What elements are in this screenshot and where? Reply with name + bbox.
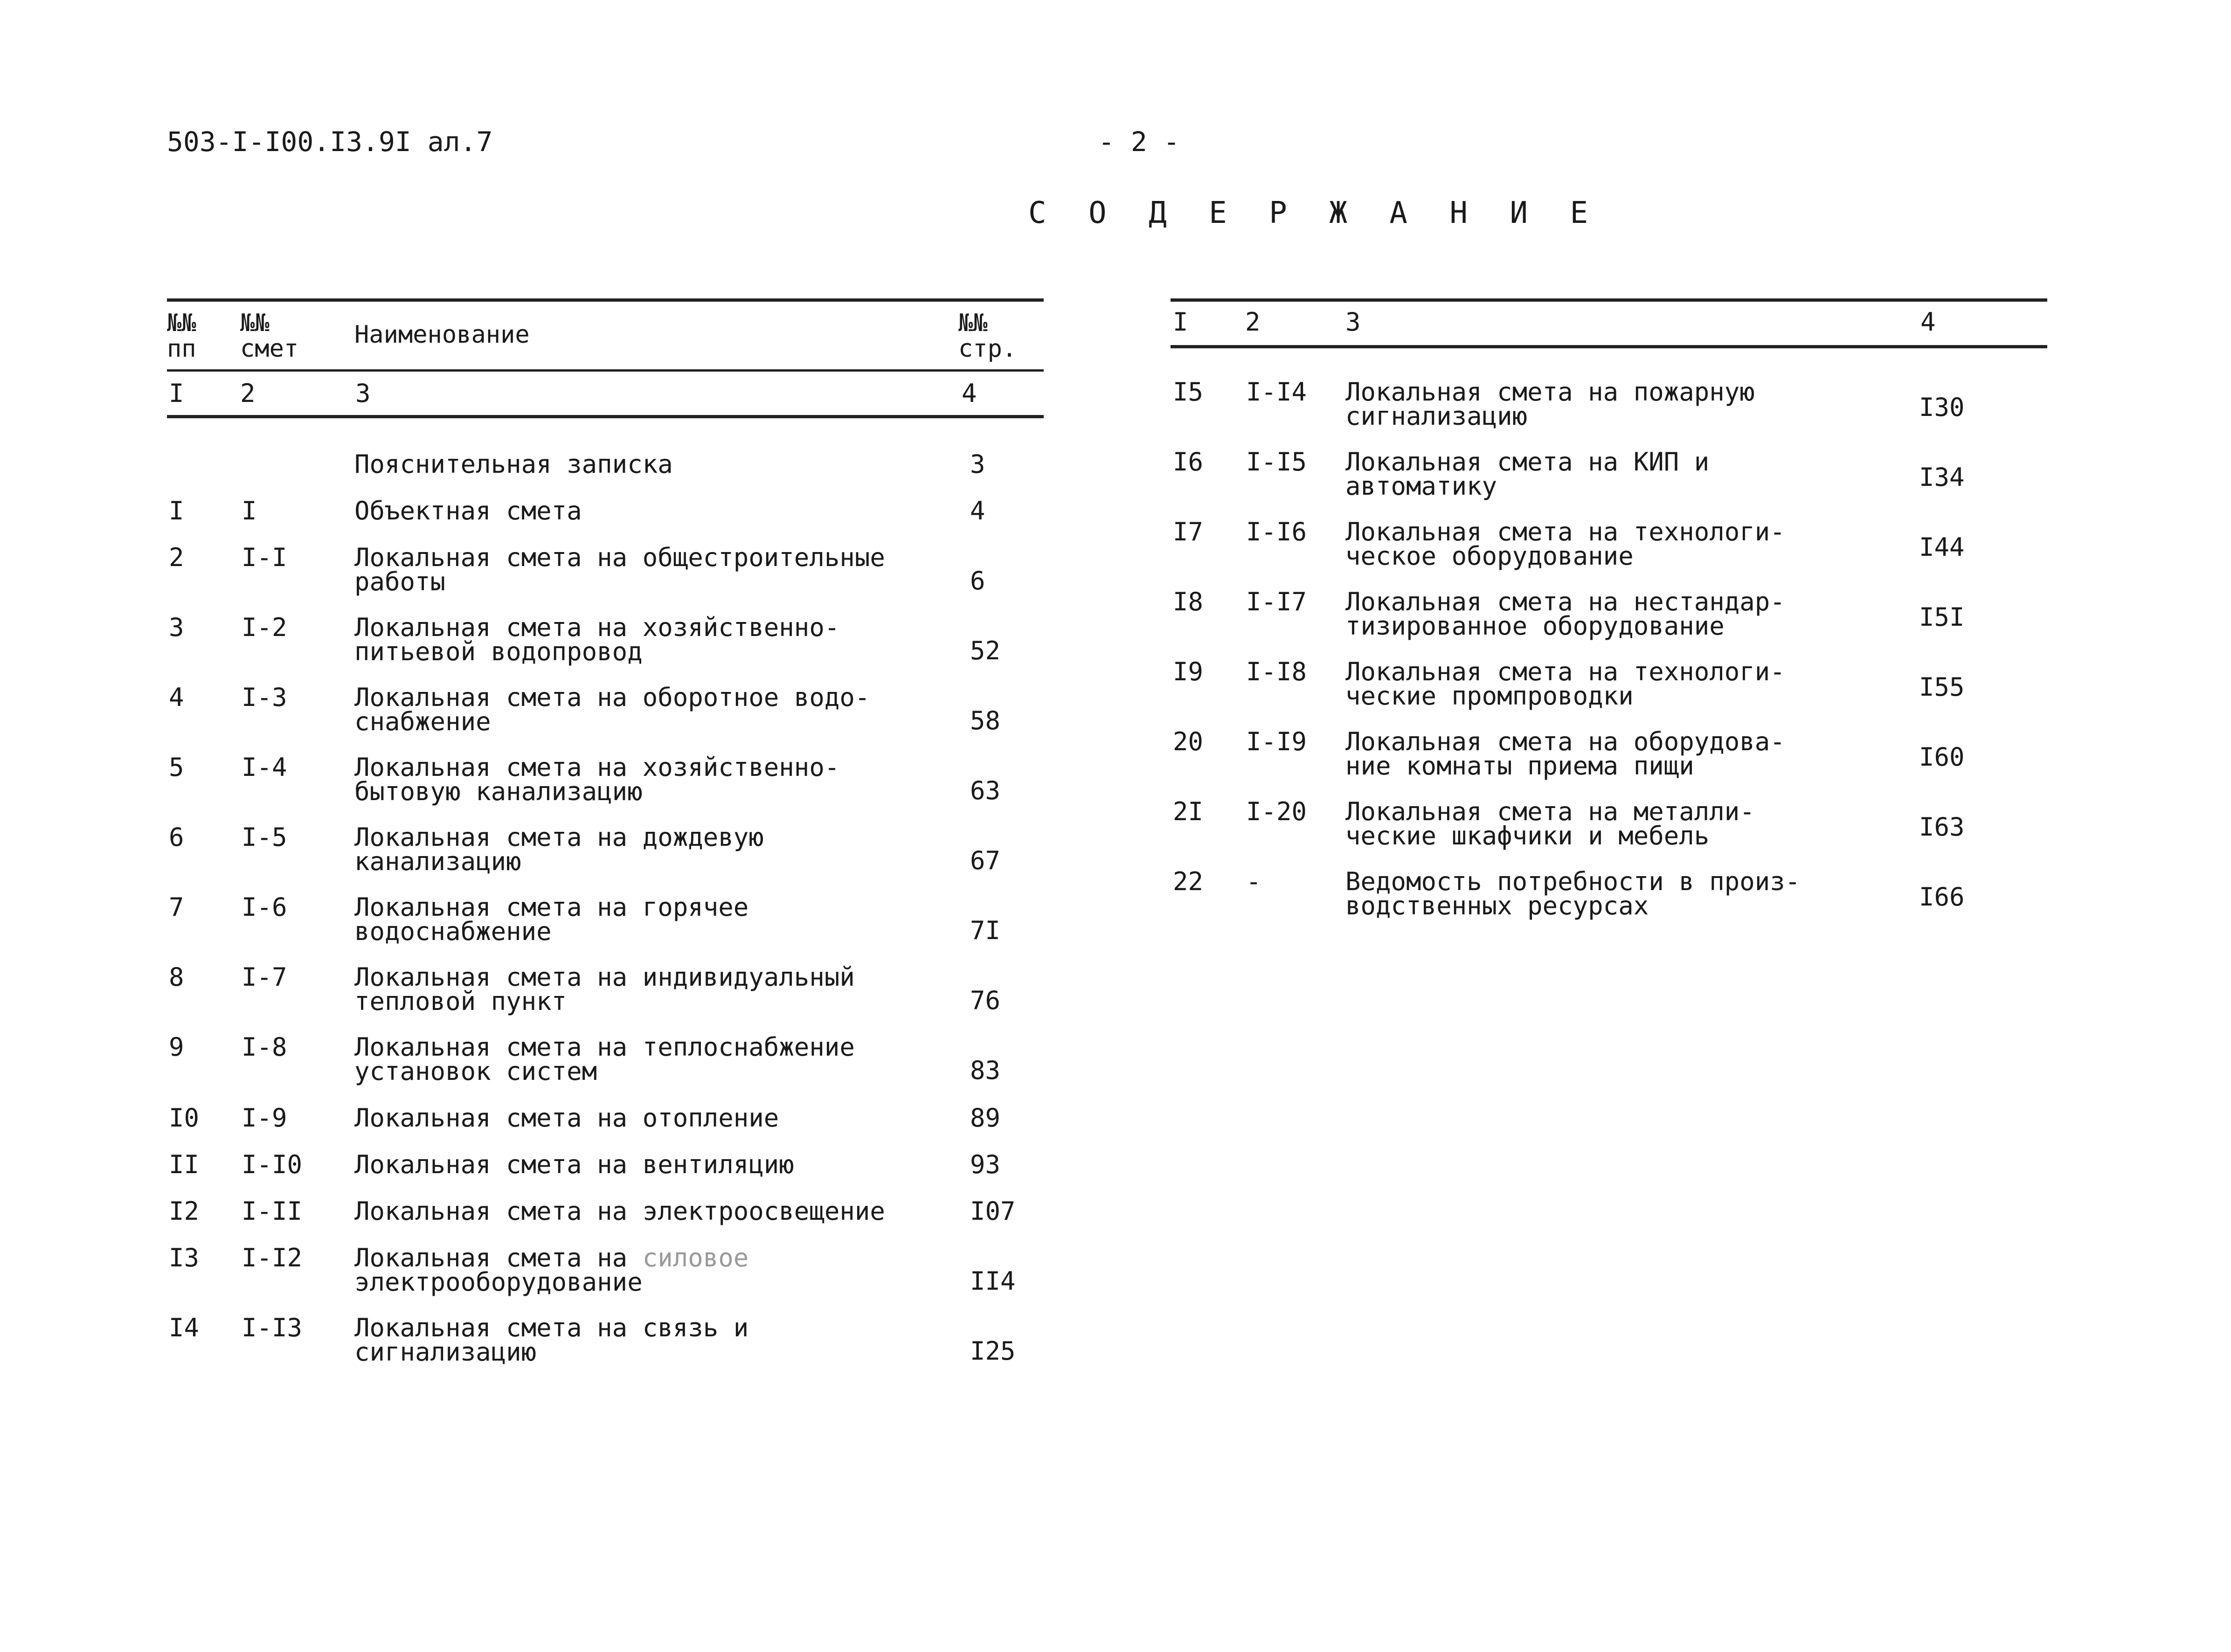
row-name-line1: Локальная смета на общестроительные [354,543,885,572]
row-name-line2: установок систем [354,1057,597,1086]
right-colnum-3: 3 [1345,307,1361,337]
row-name-line1: Локальная смета на оборудова- [1345,727,1785,756]
row-number: I4 [169,1313,200,1342]
row-number: 4 [169,683,184,712]
left-header-col2-line1: №№ [240,309,270,337]
row-estimate: I-I8 [1246,657,1307,686]
row-name-line1 [354,1243,749,1272]
row-page: I5I [1919,602,1965,632]
row-page: I25 [970,1336,1016,1366]
left-table-top-rule [167,298,1044,302]
left-colnum-1: I [169,379,184,408]
row-number: I [169,496,184,525]
row-estimate: I-2 [242,613,287,642]
row-name-line2: сигнализацию [1345,401,1528,431]
right-colnum-rule [1171,345,2047,348]
row-number: I3 [169,1243,200,1272]
row-name-line2: работы [354,567,446,596]
page-title: С О Д Е Р Ж А Н И Е [1028,196,1600,230]
row-page: 93 [970,1150,1001,1179]
row-page: 6 [970,566,985,595]
left-header-col4-line1: №№ [958,309,988,337]
row-estimate: I-9 [242,1103,287,1133]
row-number: 3 [169,613,184,642]
row-number: I8 [1173,587,1204,616]
row-name-line1: Локальная смета на связь и [354,1313,749,1342]
row-name-line1-text: Локальная смета на [354,1243,628,1272]
left-colnum-4: 4 [962,379,977,408]
row-number: 7 [169,892,184,922]
row-page: 63 [970,776,1001,805]
row-name-line1-faint: силовое [642,1243,749,1272]
row-name-line2: ние комнаты приема пищи [1345,751,1694,781]
row-name-line1: Локальная смета на нестандар- [1345,587,1785,616]
row-estimate: I-4 [242,753,287,782]
row-page: I34 [1919,463,1965,492]
row-name-line1: Локальная смета на горячее [354,892,749,922]
row-estimate: I-II [242,1196,303,1226]
row-number: I5 [1173,377,1204,407]
left-header-col3: Наименование [354,321,530,349]
left-colnum-3: 3 [355,379,371,408]
right-colnum-1: I [1173,307,1188,337]
row-number: I7 [1173,517,1204,546]
row-number: II [169,1150,200,1179]
row-estimate: I-I2 [242,1243,303,1272]
row-page: I44 [1919,532,1965,562]
row-page: I63 [1919,812,1965,842]
row-name-line2: тизированное оборудование [1345,611,1725,641]
row-name: Локальная смета на электроосвещение [354,1196,885,1226]
row-name-line2: снабжение [354,707,491,736]
row-page: I07 [970,1196,1016,1226]
row-name-line1: Локальная смета на оборотное водо- [354,683,870,712]
row-number: 5 [169,753,184,782]
row-name-line2: ческие промпроводки [1345,681,1634,711]
right-table-top-rule [1171,298,2047,302]
row-page: 89 [970,1103,1001,1133]
row-page: 52 [970,636,1001,665]
row-estimate: I-I [242,543,287,572]
row-page: 4 [970,496,985,525]
row-estimate: I [242,496,257,525]
row-name-line1: Локальная смета на технологи- [1345,657,1785,686]
row-name: Локальная смета на вентиляцию [354,1150,794,1179]
row-estimate: I-5 [242,823,287,852]
row-number: 2I [1173,797,1204,826]
row-name-line1: Локальная смета на индивидуальный [354,962,855,992]
row-estimate: I-I5 [1246,447,1307,477]
row-page: 83 [970,1056,1001,1085]
row-name-line2: ческое оборудование [1345,541,1634,571]
row-number: 20 [1173,727,1204,756]
page-number: - 2 - [1098,126,1180,158]
row-estimate: I-20 [1246,797,1307,826]
row-estimate: I-I0 [242,1150,303,1179]
row-estimate: I-7 [242,962,287,992]
left-colnum-rule [167,415,1044,418]
row-name-line1: Локальная смета на технологи- [1345,517,1785,546]
row-number: 6 [169,823,184,852]
row-number: I2 [169,1196,200,1226]
row-name-line2: тепловой пункт [354,987,567,1016]
row-page: I30 [1919,393,1965,422]
row-estimate: I-I7 [1246,587,1307,616]
row-estimate: I-I3 [242,1313,303,1342]
row-estimate: - [1246,867,1261,896]
row-name-line2: сигнализацию [354,1337,537,1367]
row-name-line1: Локальная смета на хозяйственно- [354,613,840,642]
row-name-line1: Локальная смета на хозяйственно- [354,753,840,782]
row-page: I55 [1919,672,1965,702]
row-estimate: I-3 [242,683,287,712]
row-number: 9 [169,1032,184,1062]
row-page: 67 [970,846,1001,875]
row-name-line2: бытовую канализацию [354,777,643,806]
row-estimate: I-8 [242,1032,287,1062]
row-name-line1: Локальная смета на теплоснабжение [354,1032,855,1062]
row-page: 58 [970,706,1001,735]
row-number: I6 [1173,447,1204,477]
left-header-col4-line2: стр. [958,335,1017,363]
row-number: I9 [1173,657,1204,686]
row-page: I60 [1919,742,1965,772]
row-page: 7I [970,916,1001,945]
row-number: I0 [169,1103,200,1133]
right-colnum-2: 2 [1245,307,1261,337]
row-page: I66 [1919,882,1965,912]
row-name: Пояснительная записка [354,449,673,479]
row-name-line2: канализацию [354,847,521,876]
row-estimate: I-I4 [1246,377,1307,407]
row-name-line1: Локальная смета на КИП и [1345,447,1710,477]
row-name-line1: Ведомость потребности в произ- [1345,867,1801,896]
row-page: 3 [970,449,985,479]
left-colnum-2: 2 [240,379,256,408]
row-page: 76 [970,986,1001,1015]
right-colnum-4: 4 [1920,307,1936,337]
row-name-line2: питьевой водопровод [354,637,643,666]
left-header-rule [167,369,1044,372]
row-number: 8 [169,962,184,992]
row-name-line1: Локальная смета на пожарную [1345,377,1755,407]
left-header-col1-line2: пп [167,335,196,363]
row-name-line2: водоснабжение [354,917,552,946]
row-name-line2: электрооборудование [354,1267,643,1297]
row-name-line1: Локальная смета на дождевую [354,823,764,852]
row-name-line2: водственных ресурсах [1345,891,1649,920]
row-name-line1: Локальная смета на металли- [1345,797,1755,826]
row-name: Объектная смета [354,496,582,525]
row-name-line2: ческие шкафчики и мебель [1345,821,1710,850]
row-number: 22 [1173,867,1204,896]
document-code: 503-I-I00.I3.9I ал.7 [167,126,493,158]
row-name-line2: автоматику [1345,471,1497,501]
row-estimate: I-6 [242,892,287,922]
row-page: II4 [970,1266,1016,1296]
row-estimate: I-I9 [1246,727,1307,756]
row-name: Локальная смета на отопление [354,1103,779,1133]
left-header-col2-line2: смет [240,335,299,363]
left-header-col1-line1: №№ [167,309,196,337]
row-number: 2 [169,543,184,572]
row-estimate: I-I6 [1246,517,1307,546]
